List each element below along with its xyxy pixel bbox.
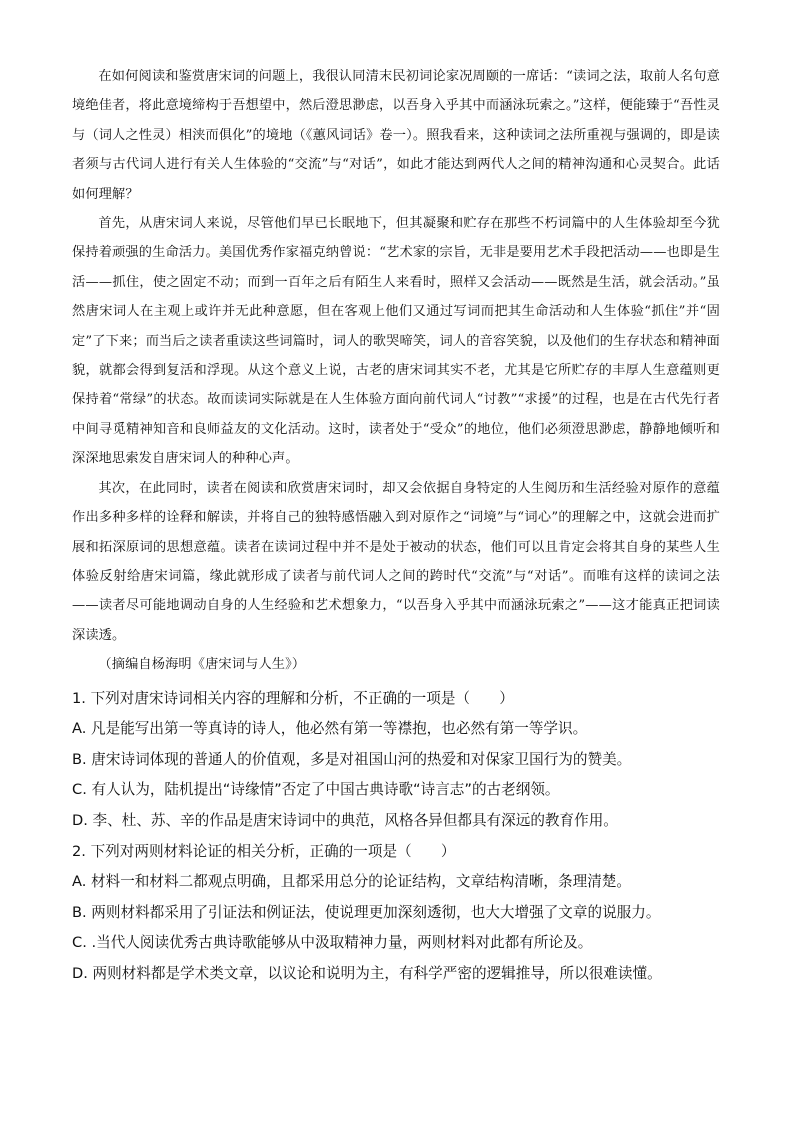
option-a[interactable]: A. 凡是能写出第一等真诗的诗人，他必然有第一等襟抱，也必然有第一等学识。 xyxy=(72,720,588,738)
passage-paragraph-3: 其次，在此同时，读者在阅读和欣赏唐宋词时，却又会依据自身特定的人生阅历和生活经验对原作的意蕴作出多种多样的诠释和解读，并将自己的独特感悟融入到对原作之“词境”与“词心”的理解之中，这就会进而扩展和拓深原词的思想意蕴。读者在读词过程中并不是处于被动的状态，他们可以且肯定会将其自身的某些人生体验反射给唐宋词篇，缘此就形成了读者与前代词人之间的跨时代“交流”与“对话”。而唯有这样的读词之法——读者尽可能地调动自身的人生经验和艺术想象力，“以吾身入乎其中而涵泳玩索之”——这才能真正把词读深读透。 xyxy=(72,480,720,643)
question-stem: 1. 下列对唐宋诗词相关内容的理解和分析，不正确的一项是（ ） xyxy=(72,689,514,707)
passage-paragraph-1: 在如何阅读和鉴赏唐宋词的问题上，我很认同清末民初词论家况周颐的一席话：“读词之法，取前人名句意境绝佳者，将此意境缔构于吾想望中，然后澄思渺虑，以吾身入乎其中而涵泳玩索之。”这样，便能臻于“吾性灵与（词人之性灵）相浃而俱化”的境地（《蕙风词话》卷一）。照我看来，这种读词之法所重视与强调的，即是读者须与古代词人进行有关人生体验的“交流”与“对话”，如此才能达到两代人之间的精神沟通和心灵契合。此话如何理解？ xyxy=(72,69,720,202)
question-list xyxy=(72,684,720,990)
passage-paragraph-2: 首先，从唐宋词人来说，尽管他们早已长眠地下，但其凝聚和贮存在那些不朽词篇中的人生体验却至今犹保持着顽强的生命活力。美国优秀作家福克纳曾说：“艺术家的宗旨，无非是要用艺术手段把活动——也即是生活——抓住，使之固定不动；而到一百年之后有陌生人来看时，照样又会活动——既然是生活，就会活动。”虽然唐宋词人在主观上或许并无此种意愿，但在客观上他们又通过写词而把其生命活动和人生体验“抓住”并“固定”了下来；而当后之读者重读这些词篇时，词人的歌哭啼笑，词人的音容笑貌，以及他们的生存状态和精神面貌，就都会得到复活和浮现。从这个意义上说，古老的唐宋词其实不老，尤其是它所贮存的丰厚人生意蕴则更保持着“常绿”的状态。故而读词实际就是在人生体验方面向前代词人“讨教”“求援”的过程，也是在古代先行者中间寻觅精神知音和良师益友的文化活动。这时，读者处于“受众”的地位，他们必须澄思渺虑，静静地倾听和深深地思索发自唐宋词人的种种心声。 xyxy=(72,216,720,467)
option-a[interactable]: A. 材料一和材料二都观点明确，且都采用总分的论证结构，文章结构清晰，条理清楚。 xyxy=(72,873,631,891)
passage-source: （摘编自杨海明《唐宋词与人生》） xyxy=(98,657,306,673)
option-c[interactable]: C. .当代人阅读优秀古典诗歌能够从中汲取精神力量，两则材料对此都有所论及。 xyxy=(72,934,593,952)
option-b[interactable]: B. 唐宋诗词体现的普通人的价值观，多是对祖国山河的热爱和对保家卫国行为的赞美。 xyxy=(72,750,632,768)
question-stem: 2. 下列对两则材料论证的相关分析，正确的一项是（ ） xyxy=(72,842,456,860)
option-d[interactable]: D. 两则材料都是学术类文章，以议论和说明为主，有科学严密的逻辑推导，所以很难读懂。 xyxy=(72,964,662,982)
question-2 xyxy=(72,837,720,990)
reading-passage xyxy=(72,62,720,680)
option-c[interactable]: C. 有人认为，陆机提出“诗缘情”否定了中国古典诗歌“诗言志”的古老纲领。 xyxy=(72,781,560,799)
document-page xyxy=(72,62,720,989)
question-1 xyxy=(72,684,720,837)
option-d[interactable]: D. 李、杜、苏、辛的作品是唐宋诗词中的典范，风格各异但都具有深远的教育作用。 xyxy=(72,811,618,829)
option-b[interactable]: B. 两则材料都采用了引证法和例证法，使说理更加深刻透彻，也大大增强了文章的说服力。 xyxy=(72,903,661,921)
